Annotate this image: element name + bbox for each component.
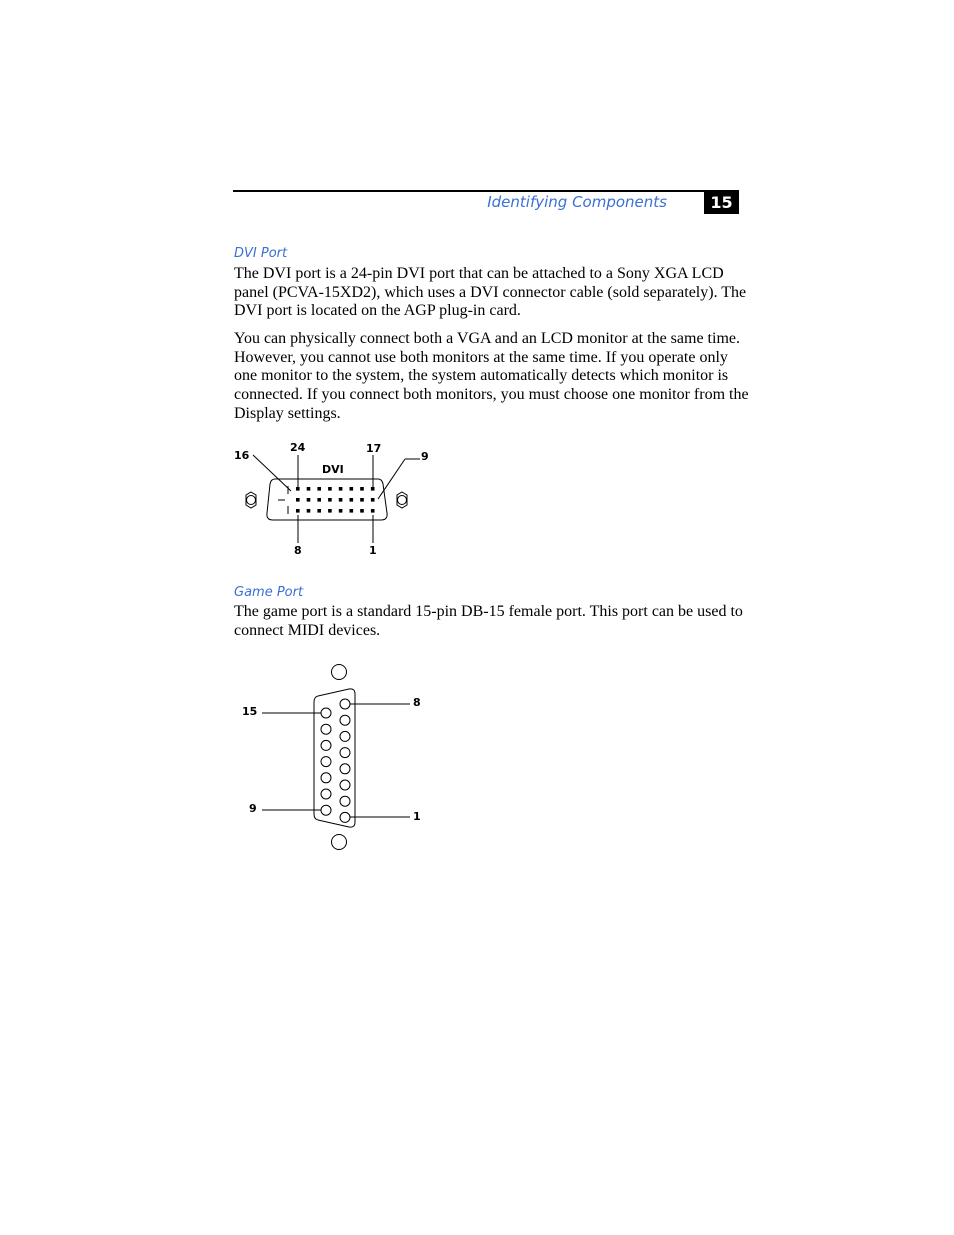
game-pin: [340, 699, 350, 709]
bottom-mounting-hole-icon: [332, 835, 347, 850]
dvi-pin-label-8: 8: [294, 544, 302, 557]
dvi-connector-diagram: [225, 435, 445, 565]
dvi-pin: [317, 509, 321, 513]
dvi-pin: [296, 498, 300, 502]
left-screw-icon: [246, 492, 256, 508]
dvi-pin-label-9: 9: [421, 450, 429, 463]
header-rule: [233, 190, 739, 192]
top-mounting-hole-icon: [332, 665, 347, 680]
game-pin: [321, 789, 331, 799]
dvi-port-heading: DVI Port: [234, 246, 288, 261]
dvi-connector-label: DVI: [322, 463, 344, 476]
game-pin: [340, 812, 350, 822]
dvi-pin: [296, 509, 300, 513]
dvi-pin-label-1: 1: [369, 544, 377, 557]
game-pin: [321, 805, 331, 815]
running-header-title: Identifying Components: [487, 193, 667, 211]
dvi-pin-label-24: 24: [290, 441, 306, 454]
game-pin: [340, 780, 350, 790]
game-pin-label-9: 9: [249, 802, 257, 815]
dvi-pin: [328, 509, 332, 513]
dvi-pin: [350, 487, 354, 491]
dvi-pin: [317, 487, 321, 491]
dvi-pin: [371, 498, 375, 502]
page-number: 15: [704, 192, 739, 214]
game-pin: [340, 764, 350, 774]
game-port-diagram: [235, 660, 435, 855]
game-pin: [340, 715, 350, 725]
dvi-pin: [339, 487, 343, 491]
dvi-pin: [307, 487, 311, 491]
right-screw-icon: [397, 492, 407, 508]
game-pin: [321, 773, 331, 783]
dvi-pin: [328, 487, 332, 491]
game-port-shell: [314, 689, 355, 827]
game-pin: [321, 757, 331, 767]
dvi-pin-label-17: 17: [366, 442, 382, 455]
dvi-pin: [360, 509, 364, 513]
dvi-pin: [339, 509, 343, 513]
dvi-port-paragraph-2: You can physically connect both a VGA and an LCD monitor at the same time. However, you cannot use both monitors at the same time. If you operate only one monitor to the system, the system automatically detects which monitor is connected. If you connect both monitors, you must choose one monitor from the Display settings.: [234, 330, 749, 422]
dvi-port-paragraph-1: The DVI port is a 24-pin DVI port that can be attached to a Sony XGA LCD panel (PCVA-15XD2), which uses a DVI connector cable (sold separately). The DVI port is located on the AGP plug-in card.: [234, 265, 747, 320]
dvi-pin: [371, 509, 375, 513]
dvi-pin-label-16: 16: [234, 449, 250, 462]
game-pin: [321, 740, 331, 750]
dvi-pin: [328, 498, 332, 502]
dvi-pin: [317, 498, 321, 502]
game-pin: [340, 748, 350, 758]
game-port-paragraph: The game port is a standard 15-pin DB-15 female port. This port can be used to connect MIDI devices.: [234, 603, 743, 639]
game-pin-grid: [321, 699, 350, 822]
dvi-pin: [360, 498, 364, 502]
game-port-heading: Game Port: [234, 585, 304, 600]
dvi-pin-grid: [296, 487, 375, 513]
dvi-pin: [307, 509, 311, 513]
game-pin: [340, 731, 350, 741]
game-pin-label-1: 1: [413, 810, 421, 823]
dvi-pin: [307, 498, 311, 502]
game-pin: [321, 724, 331, 734]
game-pin: [321, 708, 331, 718]
dvi-pin: [360, 487, 364, 491]
dvi-pin: [350, 509, 354, 513]
dvi-pin: [350, 498, 354, 502]
game-pin-label-15: 15: [242, 705, 258, 718]
game-pin: [340, 796, 350, 806]
game-pin-label-8: 8: [413, 696, 421, 709]
dvi-pin: [339, 498, 343, 502]
